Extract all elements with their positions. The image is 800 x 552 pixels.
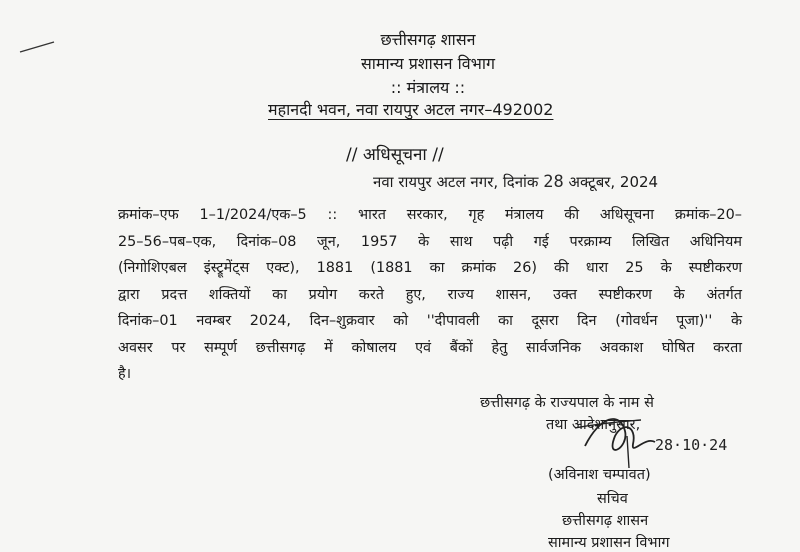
body-line: 25–56–पब–एक, दिनांक–08 जून, 1957 के साथ पढ़ी गई परक्राम्य लिखित अधिनियम	[118, 233, 742, 250]
header-department: सामान्य प्रशासन विभाग	[360, 54, 496, 73]
body-line: द्वारा प्रदत्त शक्तियों का प्रयोग करते हुए, राज्य शासन, उक्त स्पष्टीकरण के अंतर्गत	[118, 286, 742, 303]
signer-post: सचिव	[597, 491, 628, 507]
signature-authority-line: छत्तीसगढ़ के राज्यपाल के नाम से	[480, 395, 654, 411]
header-mantralaya: :: मंत्रालय ::	[390, 78, 466, 97]
body-line: दिनांक–01 नवम्बर 2024, दिन–शुक्रवार को ''दीपावली का दूसरा दिन (गोवर्धन पूजा)'' के	[118, 313, 742, 329]
body-line: (निगोशिएबल इंस्ट्रूमेंट्स एक्ट), 1881 (1881 का क्रमांक 26) की धारा 25 के स्पष्टीकरण	[118, 260, 742, 276]
handwritten-date-day: 28	[543, 172, 564, 192]
body-line: क्रमांक–एफ 1–1/2024/एक–5 :: भारत सरकार, गृह मंत्रालय की अधिसूचना क्रमांक–20–	[118, 207, 742, 223]
body-line: है।	[118, 366, 132, 382]
signer-department: सामान्य प्रशासन विभाग	[548, 535, 670, 551]
body-line: अवसर पर सम्पूर्ण छत्तीसगढ़ में कोषालय एवं बैंकों हेतु सार्वजनिक अवकाश घोषित करता	[118, 339, 742, 356]
header-address: महानदी भवन, नवा रायपुर अटल नगर–492002	[268, 100, 554, 119]
place-and-date	[373, 172, 658, 192]
place-date-prefix: नवा रायपुर अटल नगर, दिनांक	[373, 173, 539, 191]
signature-order-line: तथा आदेशानुसार,	[546, 417, 641, 433]
header-government: छत्तीसगढ़ शासन	[380, 30, 476, 49]
signer-government: छत्तीसगढ़ शासन	[562, 513, 649, 529]
signer-name: (अविनाश चम्पावत)	[548, 467, 651, 483]
place-date-suffix: अक्टूबर, 2024	[568, 173, 659, 191]
notification-body	[118, 202, 742, 388]
signature-date: 28·10·24	[655, 436, 728, 454]
notification-heading: // अधिसूचना //	[346, 145, 444, 165]
